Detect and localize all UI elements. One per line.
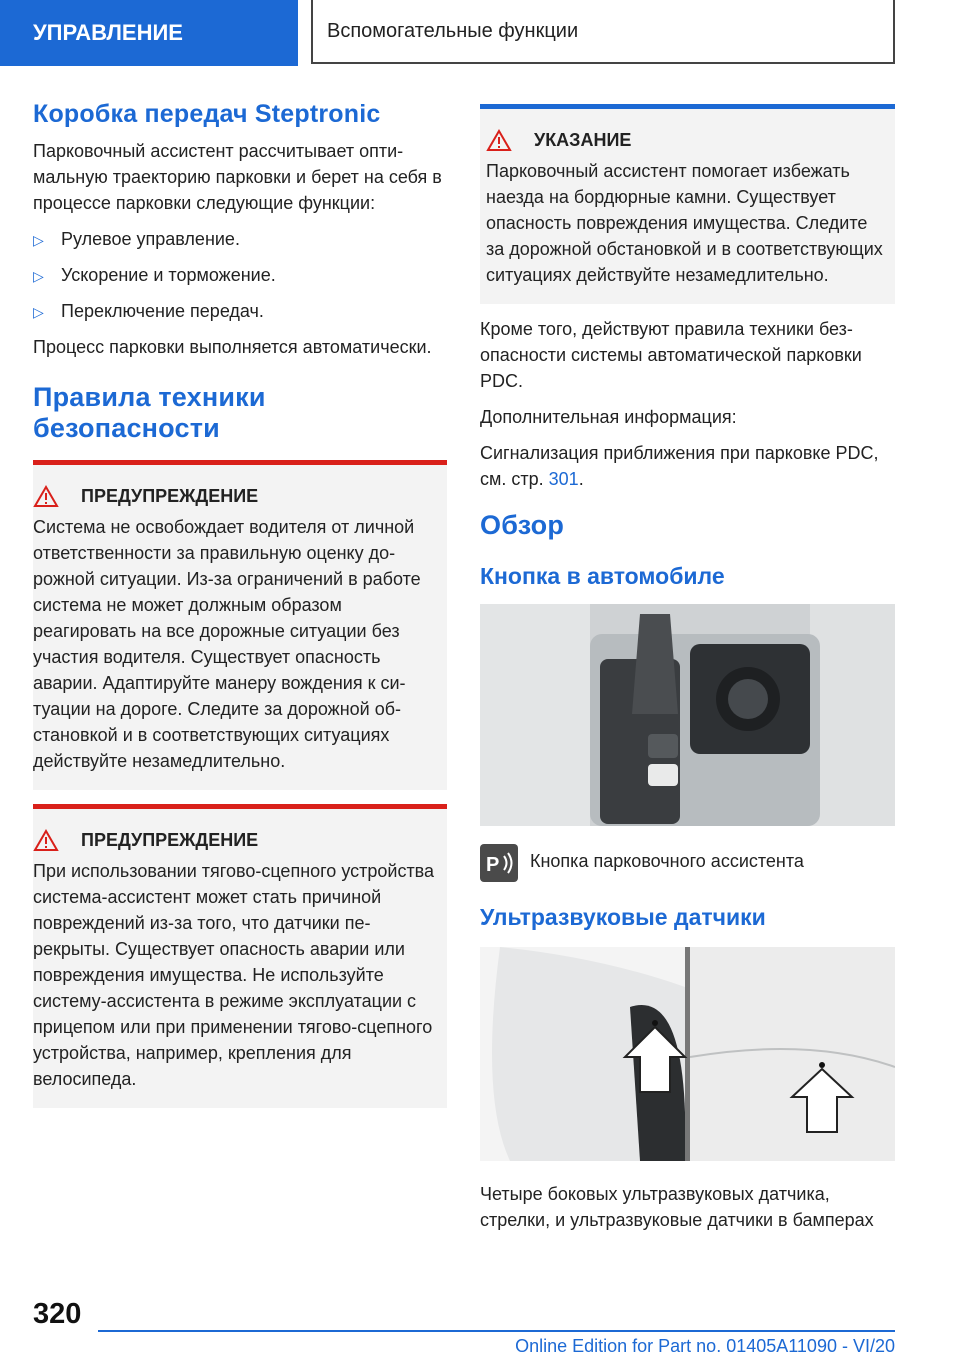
header-topic: Вспомогательные функции xyxy=(311,0,895,64)
warning-title-text: ПРЕДУПРЕЖДЕНИЕ xyxy=(81,830,259,850)
warning-title xyxy=(33,485,437,508)
triangle-bullet-icon: ▷ xyxy=(33,232,44,248)
list-item xyxy=(33,226,447,253)
function-list xyxy=(33,226,447,325)
center-console-photo xyxy=(480,604,895,826)
sensors-heading: Ультразвуковые датчики xyxy=(480,904,766,930)
list-item xyxy=(33,262,447,289)
pdc-reference xyxy=(480,440,895,492)
notice-box xyxy=(480,104,895,304)
list-item-text: Рулевое управление. xyxy=(61,229,240,249)
warning-box xyxy=(33,804,447,1108)
sensors-illustration xyxy=(480,947,895,1161)
button-caption-row xyxy=(480,844,895,884)
list-item-text: Переключение передач. xyxy=(61,301,264,321)
sensors-caption: Четыре боковых ультразвуковых датчика, стрелки, и ультразвуковые датчики в бамперах xyxy=(480,1184,874,1230)
notice-title xyxy=(486,129,885,152)
parking-assistant-icon xyxy=(480,844,518,882)
steptronic-intro: Парковочный ассистент рассчитывает оптимальную траекторию парковки и берет на себя в процессе парковки следующие функции: xyxy=(33,141,442,213)
triangle-bullet-icon: ▷ xyxy=(33,268,44,284)
notice-triangle-icon xyxy=(486,129,512,152)
left-column xyxy=(33,100,447,1108)
footer-divider xyxy=(98,1330,895,1332)
edition-text: Online Edition for Part no. 01405A11090 - VI/20 xyxy=(515,1336,895,1356)
warning-text: При использовании тягово-сцепного устройства система-ассистент может стать причиной повреждений из-за того, что датчики перекрыты. Существует опасность аварии или повреждения имущества. Не используйте систему-ассистента в режиме эксплуатации с прицепом или при применении тягово-сцепного устройства, например, крепления для велосипеда. xyxy=(33,861,435,1089)
safety-heading: Правила техники безопасности xyxy=(33,382,266,443)
sensors-photo xyxy=(480,947,895,1161)
pdc-reference-end: . xyxy=(578,469,584,489)
warning-text: Система не освобождает водителя от личной ответственности за правильную оценку дорожной ситуации. Из-за ограничений в работе система не может должным образом реагировать на все дорожные ситуации без участия водителя. Существует опасность аварии. Адаптируйте манеру вождения к ситуации на дороге. Следите за дорожной обстановкой и в соответствующих ситуациях действуйте незамедлительно. xyxy=(33,517,421,771)
page-number: 320 xyxy=(33,1298,82,1330)
button-caption: Кнопка парковочного ассистента xyxy=(530,851,804,871)
more-info-text: Дополнительная информация: xyxy=(480,407,737,427)
list-item xyxy=(33,298,447,325)
pdc-text: Кроме того, действуют правила техники безопасности системы автоматической парковки PDC. xyxy=(480,319,862,391)
right-column xyxy=(480,104,895,1243)
warning-box xyxy=(33,460,447,790)
svg-text:P: P xyxy=(486,854,500,876)
steptronic-heading: Коробка передач Steptronic xyxy=(33,100,381,128)
warning-title xyxy=(33,829,437,852)
notice-title-text: УКАЗАНИЕ xyxy=(534,130,632,150)
triangle-bullet-icon: ▷ xyxy=(33,304,44,320)
warning-title-text: ПРЕДУПРЕЖДЕНИЕ xyxy=(81,486,259,506)
list-item-text: Ускорение и торможение. xyxy=(61,265,276,285)
process-text: Процесс парковки выполняется автоматически. xyxy=(33,337,432,357)
page-link[interactable]: 301 xyxy=(548,469,579,489)
overview-heading: Обзор xyxy=(480,510,565,540)
button-heading: Кнопка в автомобиле xyxy=(480,563,725,589)
console-illustration xyxy=(480,604,895,826)
pdc-reference-text: Сигнализация приближения при парковке PDC, см. стр. xyxy=(480,443,879,489)
header-section: УПРАВЛЕНИЕ xyxy=(0,0,298,66)
warning-triangle-icon xyxy=(33,829,59,852)
notice-text: Парковочный ассистент помогает избежать наезда на бордюрные камни. Существует опасность повреждения имущества. Следите за дорожной обстановкой и в соответствующих ситуациях действуйте незамедлительно. xyxy=(486,161,883,285)
warning-triangle-icon xyxy=(33,485,59,508)
